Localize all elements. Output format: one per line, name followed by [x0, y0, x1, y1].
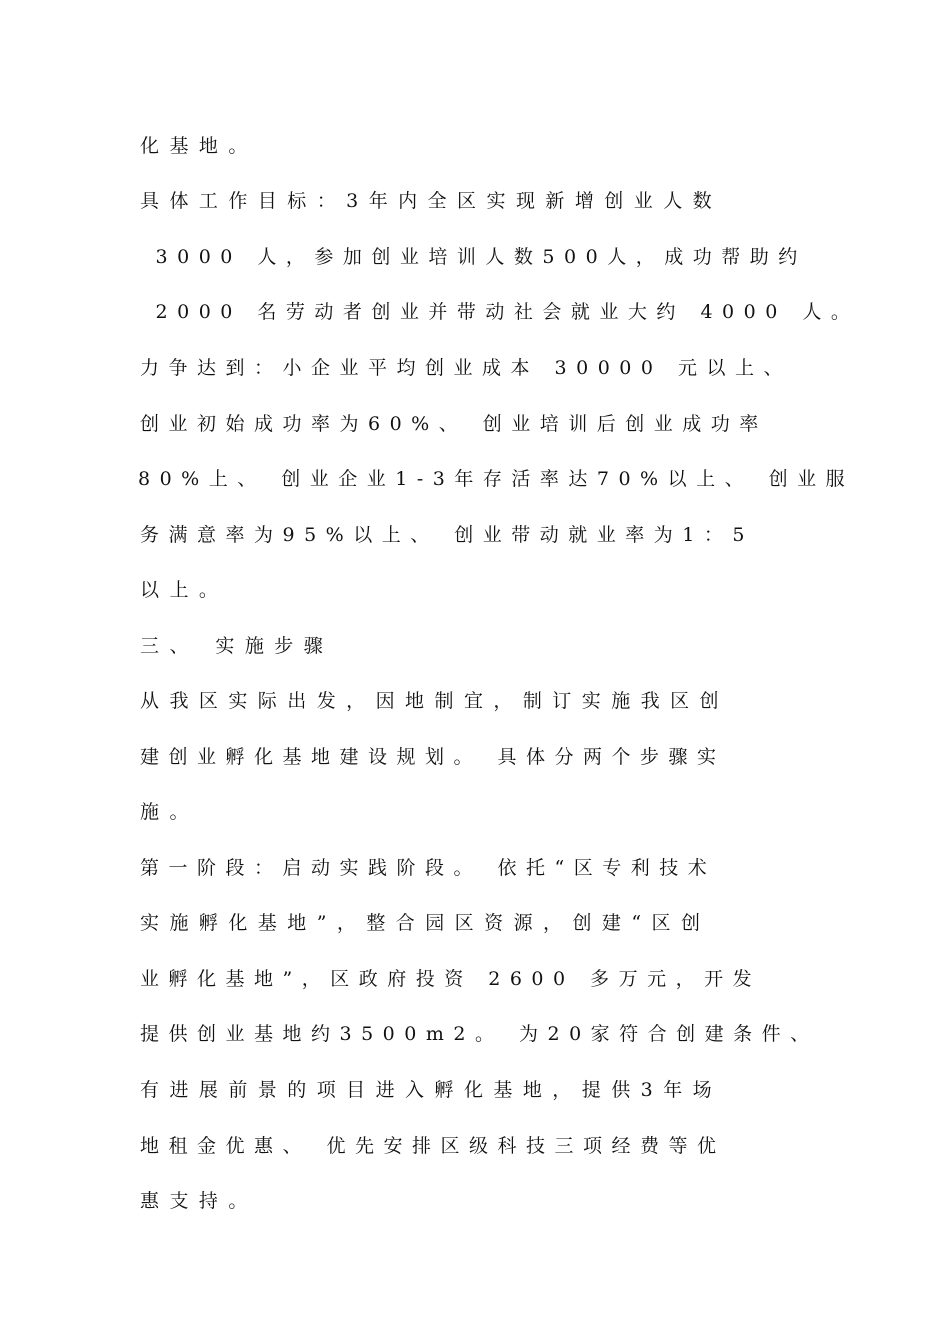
text-line: 化基地。	[140, 135, 258, 157]
text-line: 80%上、 创业企业1-3年存活率达70%以上、 创业服	[138, 468, 855, 490]
text-line: 以上。	[140, 579, 229, 601]
text-line: 实施孵化基地”，整合园区资源，创建“区创	[140, 912, 711, 934]
text-line: 从我区实际出发，因地制宜，制订实施我区创	[140, 690, 730, 712]
text-line: 创业初始成功率为60%、 创业培训后创业成功率	[140, 413, 768, 435]
text-line: 提供创业基地约3500m2。 为20家符合创建条件、	[140, 1023, 819, 1045]
text-line: 务满意率为95%以上、 创业带动就业率为1：5	[140, 524, 754, 546]
text-line: 第一阶段：启动实践阶段。 依托“区专利技术	[140, 857, 717, 879]
section-heading: 三、 实施步骤	[140, 635, 334, 657]
text-line: 3000 人，参加创业培训人数500人，成功帮助约	[140, 246, 807, 268]
text-line: 具体工作目标：3年内全区实现新增创业人数	[140, 190, 723, 212]
text-line: 地租金优惠、 优先安排区级科技三项经费等优	[140, 1135, 726, 1157]
text-line: 力争达到：小企业平均创业成本 30000 元以上、	[140, 357, 793, 379]
text-line: 有进展前景的项目进入孵化基地，提供3年场	[140, 1079, 723, 1101]
text-line: 建创业孵化基地建设规划。 具体分两个步骤实	[140, 746, 726, 768]
text-line: 2000 名劳动者创业并带动社会就业大约 4000 人。	[140, 301, 860, 323]
text-line: 惠支持。	[140, 1190, 258, 1212]
text-line: 业孵化基地”，区政府投资 2600 多万元，开发	[140, 968, 762, 990]
text-line: 施。	[140, 801, 199, 823]
